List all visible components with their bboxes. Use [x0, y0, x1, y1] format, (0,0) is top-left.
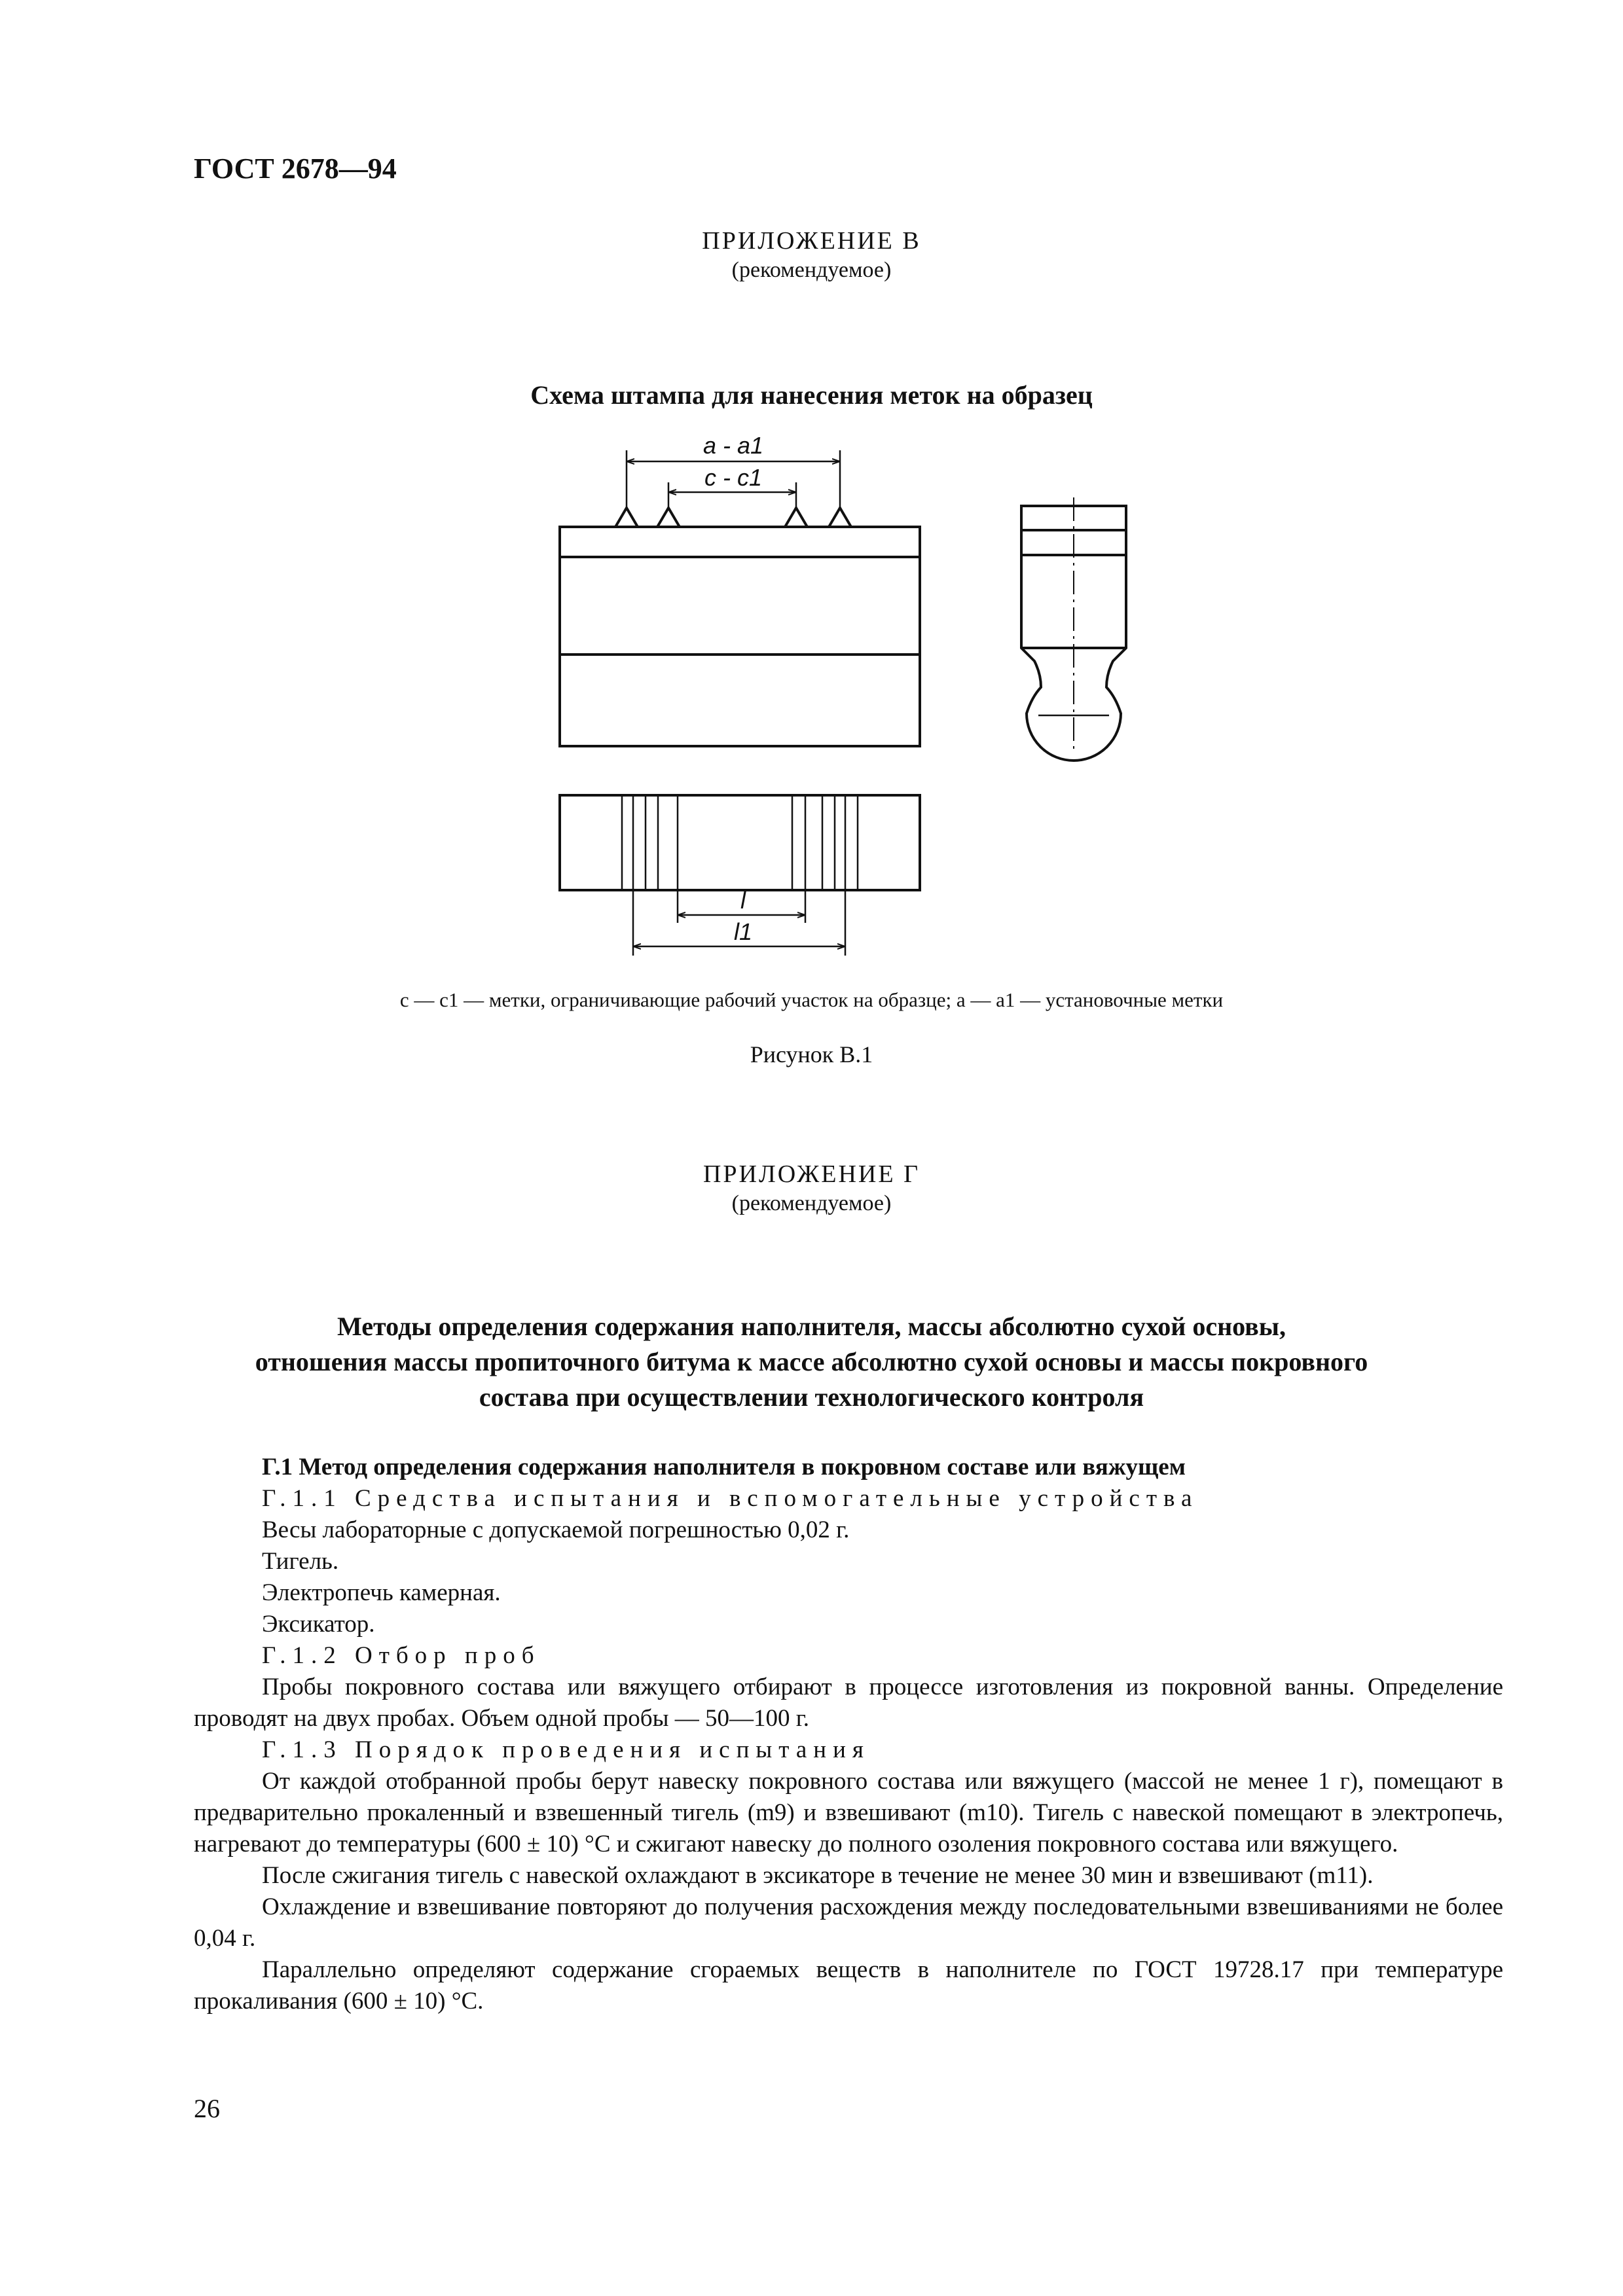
- list-item: Тигель.: [262, 1548, 339, 1575]
- paragraph: Параллельно определяют содержание сгораемых веществ в наполнителе по ГОСТ 19728.17 при температуре прокаливания (600 ± 10) °С.: [194, 1956, 1503, 2015]
- clause-g11: Г.1.1 Средства испытания и вспомогательные устройства: [262, 1485, 1199, 1512]
- label-a-a1: a - a1: [702, 432, 764, 459]
- list-item: Эксикатор.: [262, 1611, 375, 1638]
- stamp-front-body: [560, 527, 920, 746]
- page-number: 26: [194, 2094, 220, 2123]
- appendix-g-status: (рекомендуемое): [731, 1191, 892, 1215]
- paragraph: После сжигания тигель с навеской охлаждают в эксикаторе в течение не менее 30 мин и взвешивают (m11).: [262, 1862, 1374, 1889]
- mark-a-right: [829, 508, 851, 527]
- stamp-diagram: [0, 0, 1623, 1008]
- label-l: l: [740, 887, 746, 914]
- body-text: [194, 1452, 1503, 2017]
- paragraph: Охлаждение и взвешивание повторяют до получения расхождения между последовательными взвешиваниями не более 0,04 г.: [194, 1893, 1503, 1952]
- paragraph: Пробы покровного состава или вяжущего отбирают в процессе изготовления из покровной ванны. Определение проводят на двух пробах. Объем одной пробы — 50—100 г.: [194, 1674, 1503, 1732]
- mark-c-right: [785, 508, 807, 527]
- figure-caption: Рисунок В.1: [750, 1041, 873, 1067]
- paragraph: От каждой отобранной пробы берут навеску покровного состава или вяжущего (массой не менее 1 г), помещают в предварительно прокаленный и взвешенный тигель (m9) и взвешивают (m10). Тигель с навеской помещают в электропечь, нагревают до температуры (600 ± 10) °С и сжигают навеску до полного озоления покровного состава или вяжущего.: [194, 1768, 1503, 1857]
- appendix-b-title: ПРИЛОЖЕНИЕ В: [702, 227, 921, 255]
- section-heading-line-3: состава при осуществлении технологического контроля: [479, 1382, 1144, 1412]
- mark-a-left: [615, 508, 638, 527]
- section-heading-line-2: отношения массы пропиточного битума к массе абсолютно сухой основы и массы покровного: [255, 1347, 1368, 1376]
- clause-g1: Г.1 Метод определения содержания наполнителя в покровном составе или вяжущем: [262, 1454, 1186, 1480]
- document-header: ГОСТ 2678—94: [194, 152, 397, 185]
- appendix-b-status: (рекомендуемое): [731, 258, 892, 282]
- label-c-c1: c - c1: [704, 464, 763, 491]
- figure-legend: c — c1 — метки, ограничивающие рабочий участок на образце; a — a1 — установочные метки: [399, 988, 1224, 1011]
- clause-g12: Г.1.2 Отбор проб: [262, 1642, 541, 1669]
- section-heading-line-1: Методы определения содержания наполнителя, массы абсолютно сухой основы,: [337, 1312, 1286, 1341]
- mark-c-left: [657, 508, 680, 527]
- figure-title: Схема штампа для нанесения меток на образец: [530, 380, 1093, 410]
- label-l1: l1: [733, 918, 753, 945]
- list-item: Электропечь камерная.: [262, 1579, 501, 1606]
- clause-g13: Г.1.3 Порядок проведения испытания: [262, 1736, 870, 1763]
- stamp-plan-view: [560, 795, 920, 890]
- appendix-g-title: ПРИЛОЖЕНИЕ Г: [702, 1160, 921, 1188]
- list-item: Весы лабораторные с допускаемой погрешностью 0,02 г.: [262, 1516, 850, 1543]
